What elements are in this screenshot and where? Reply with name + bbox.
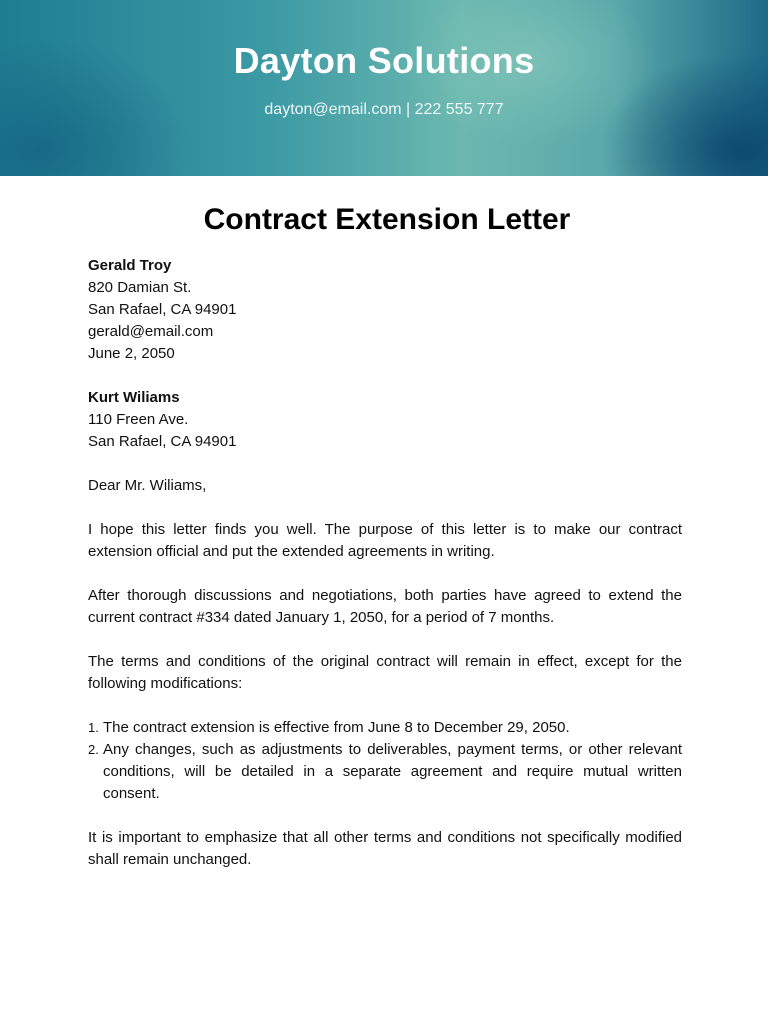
paragraph-closing: It is important to emphasize that all other terms and conditions not specifically modified shall remain unchanged. [88,829,682,868]
list-item-text: Any changes, such as adjustments to deliverables, payment terms, or other relevant conditions, will be detailed in a separate agreement and require mutual written consent. [103,741,682,802]
company-name: Dayton Solutions [233,40,535,81]
paragraph-purpose: I hope this letter finds you well. The purpose of this letter is to make our contract extension official and put the extended agreements in writing. [88,521,682,560]
list-item-number: 2. [88,742,99,757]
sender-block [88,255,682,365]
modifications-list [88,717,682,805]
paragraph-agreement: After thorough discussions and negotiations, both parties have agreed to extend the current contract #334 dated January 1, 2050, for a period of 7 months. [88,587,682,626]
recipient-street: 110 Freen Ave. [88,411,189,428]
sender-name: Gerald Troy [88,257,172,274]
document-title: Contract Extension Letter [203,203,571,236]
letterhead-banner [0,0,768,176]
recipient-name: Kurt Wiliams [88,389,180,406]
company-contact: dayton@email.com | 222 555 777 [264,101,504,118]
list-item-text: The contract extension is effective from June 8 to December 29, 2050. [103,719,570,736]
paragraph-terms: The terms and conditions of the original contract will remain in effect, except for the following modifications: [88,653,682,692]
letter-date: June 2, 2050 [88,345,175,362]
list-item [88,717,682,739]
list-item-number: 1. [88,720,99,735]
letter-body [88,255,682,871]
salutation: Dear Mr. Wiliams, [88,477,207,494]
recipient-block [88,387,682,453]
recipient-city: San Rafael, CA 94901 [88,433,237,450]
sender-street: 820 Damian St. [88,279,192,296]
sender-city: San Rafael, CA 94901 [88,301,237,318]
list-item [88,739,682,805]
sender-email: gerald@email.com [88,323,214,340]
